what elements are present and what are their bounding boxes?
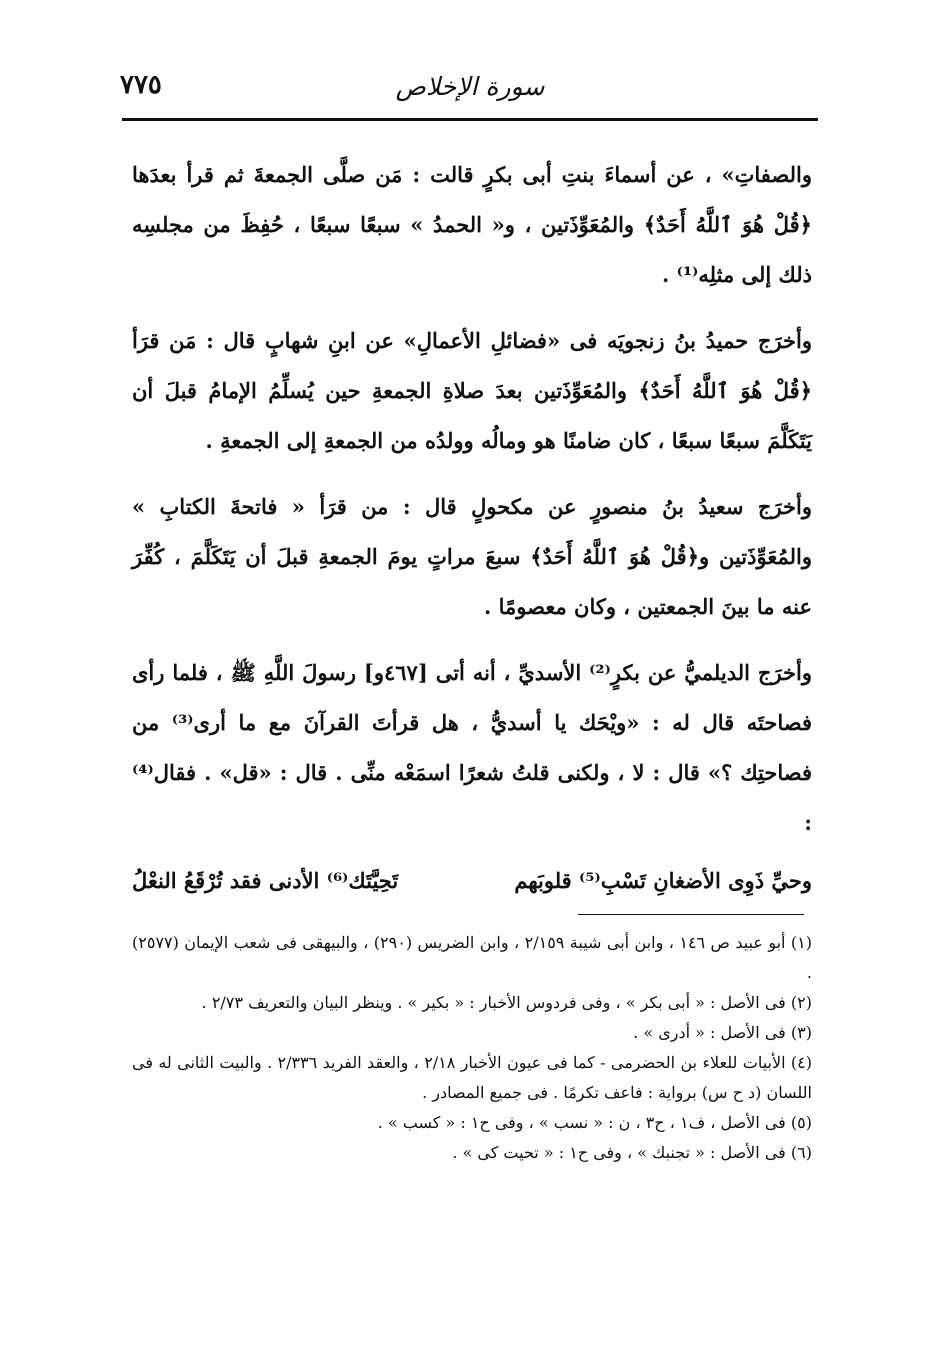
paragraph-daylami-bakr-asadi: وأخرَج الديلميُّ عن بكرٍ⁽²⁾ الأسديِّ ، أنه أتى [٤٦٧و] رسولَ اللَّهِ ﷺ ، فلما رأى فصاحتَه قال له : «ويْحَك يا أسديُّ ، هل قرأتَ القرآنَ مع ما أرى⁽³⁾ من فصاحتِك ؟» قال : لا ، ولكنى قلتُ شعرًا اسمَعْه منِّى . قال : «قل» . فقال⁽⁴⁾ :	[132, 660, 813, 835]
header-rule	[122, 118, 818, 121]
paragraph-asma-bint-abi-bakr: والصفاتِ» ، عن أسماءَ بنتِ أبى بكرٍ قالت : مَن صلَّى الجمعةَ ثم قرأ بعدَها ﴿قُلْ هُوَ ٱللَّهُ أَحَدٌ﴾ والمُعَوِّذَتين ، و« الحمدُ » سبعًا سبعًا ، حُفِظَ من مجلسِه ذلك إلى مثلِه⁽¹⁾ .	[132, 162, 812, 287]
footnote-5: (٥) فى الأصل ، ف١ ، ح٣ ، ن : « نسب » ، وفى ح١ : « كسب » .	[377, 1113, 812, 1132]
footnote-2: (٢) فى الأصل : « أبى بكر » ، وفى فردوس الأخبار : « بكير » . وينظر البيان والتعريف ٢/٧٣ .	[201, 993, 812, 1012]
main-text	[132, 150, 812, 906]
paragraph-said-ibn-mansur: وأخرَج سعيدُ بنُ منصورٍ عن مكحولٍ قال : من قرَأ « فاتحةَ الكتابِ » والمُعَوِّذَتين و﴿قُلْ هُوَ ٱللَّهُ أَحَدٌ﴾ سبعَ مراتٍ يومَ الجمعةِ قبلَ أن يَتَكَلَّمَ ، كُفِّرَ عنه ما بينَ الجمعتين ، وكان معصومًا .	[132, 494, 812, 619]
verse-first-hemistich: وحيِّ ذَوِى الأضغانِ تَسْبِ⁽⁵⁾ قلوبَهم	[514, 868, 812, 893]
footnotes	[132, 928, 812, 1168]
footnote-3: (٣) فى الأصل : « أدرى » .	[633, 1023, 812, 1042]
footnote-separator	[578, 914, 804, 915]
page-header	[120, 70, 820, 114]
footnote-1: (١) أبو عبيد ص ١٤٦ ، وابن أبى شيبة ٢/١٥٩ ، وابن الضريس (٢٩٠) ، والبيهقى فى شعب الإيمان (٢٥٧٧) .	[132, 933, 813, 982]
poetry-verse	[132, 856, 812, 906]
footnote-6: (٦) فى الأصل : « تجنبك » ، وفى ح١ : « تحيت كى » .	[452, 1143, 812, 1162]
paragraph-humayd-ibn-zanjawayh: وأخرَج حميدُ بنُ زنجويَه فى «فضائلِ الأعمالِ» عن ابنِ شهابٍ قال : مَن قرَأ ﴿قُلْ هُوَ ٱللَّهُ أَحَدٌ﴾ والمُعَوِّذَتين بعدَ صلاةِ الجمعةِ حين يُسلِّمُ الإمامُ قبلَ أن يَتَكَلَّمَ سبعًا سبعًا ، كان ضامنًا هو ومالُه وولدُه من الجمعةِ إلى الجمعةِ .	[132, 328, 812, 453]
verse-second-hemistich: تَحِيَّتَك⁽⁶⁾ الأدنى فقد تُرْقَعُ النعْلُ	[132, 868, 399, 893]
footnote-4: (٤) الأبيات للعلاء بن الحضرمى - كما فى عيون الأخبار ٢/١٨ ، والعقد الفريد ٢/٣٣٦ . والبيت الثانى له فى اللسان (د ح س) برواية : فاعف تكرمًا . فى جميع المصادر .	[132, 1053, 812, 1102]
page-number: ٧٧٥	[120, 70, 162, 100]
running-title: سورة الإخلاص	[395, 72, 545, 101]
